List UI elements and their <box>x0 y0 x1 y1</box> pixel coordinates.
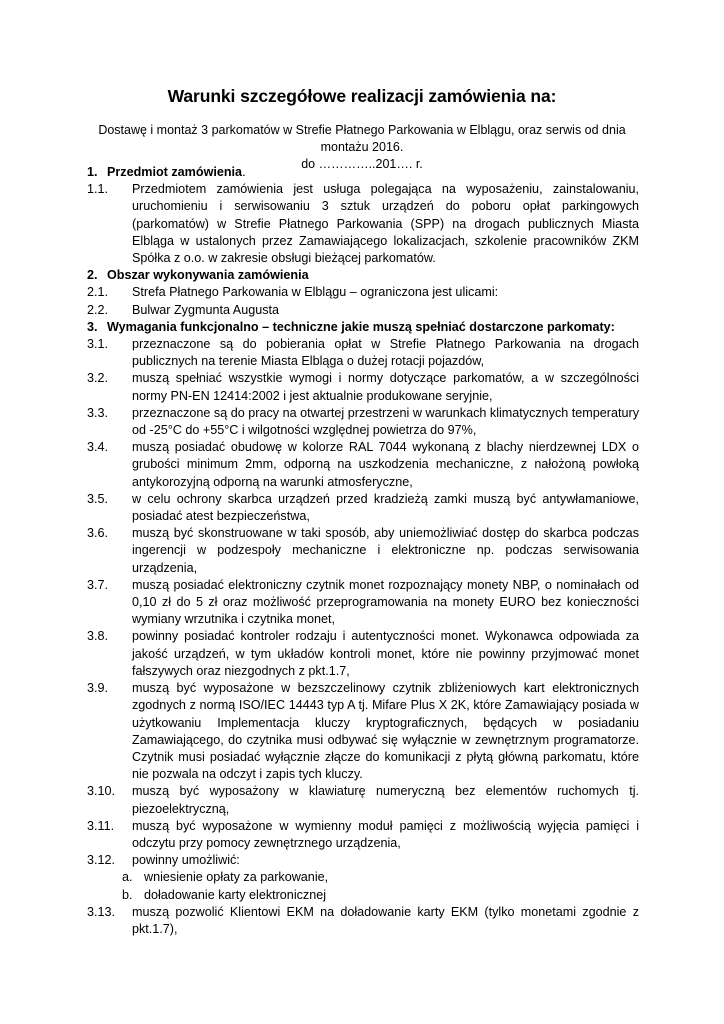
item-text: w celu ochrony skarbca urządzeń przed kradzieżą zamki muszą być antywłamaniowe, posiadać atest bezpieczeństwa, <box>132 491 639 524</box>
sub-item-text: wniesienie opłaty za parkowanie, <box>144 870 329 885</box>
section-title: Przedmiot zamówienia <box>107 165 243 179</box>
list-item <box>87 680 639 783</box>
list-item <box>87 628 639 680</box>
item-text: powinny posiadać kontroler rodzaju i autentyczności monet. Wykonawca odpowiada za jakość urządzeń, w tym układów kontroli monet, które nie powinny przyjmować monet fałszywych oraz niezgodnych z pkt.1.7, <box>132 629 639 678</box>
document-body <box>87 164 639 938</box>
section-heading <box>87 164 639 181</box>
section-title: Obszar wykonywania zamówienia <box>107 268 309 283</box>
document-title: Warunki szczegółowe realizacji zamówienia na: <box>167 86 557 106</box>
section-number: 2. <box>87 268 98 283</box>
list-item <box>87 783 639 817</box>
item-text: przeznaczone są do pracy na otwartej przestrzeni w warunkach klimatycznych temperatury od -25°C do +55°C i wilgotności względnej powietrza do 97%, <box>132 405 639 438</box>
section-title: Wymagania funkcjonalno – techniczne jakie muszą spełniać dostarczone parkomaty: <box>107 319 615 334</box>
list-item <box>87 284 639 301</box>
subtitle-line-1: Dostawę i montaż 3 parkomatów w Strefie Płatnego Parkowania w Elblągu, oraz serwis od dnia montażu 2016. <box>98 123 626 154</box>
list-item <box>87 181 639 267</box>
list-item <box>87 336 639 370</box>
item-text: muszą być wyposażone w wymienny moduł pamięci z możliwością wyjęcia pamięci i odczytu przy pomocy zewnętrznego urządzenia, <box>132 818 639 850</box>
section-heading <box>87 319 639 336</box>
item-number: 2.2. <box>87 302 109 317</box>
item-text: muszą spełniać wszystkie wymogi i normy dotyczące parkomatów, a w szczególności normy PN-EN 12414:2002 i jest aktualnie produkowane seryjnie, <box>132 371 639 403</box>
list-item <box>87 904 639 938</box>
sub-list-item <box>87 887 639 904</box>
list-item <box>87 491 639 525</box>
section-number: 3. <box>87 319 98 334</box>
item-text: Przedmiotem zamówienia jest usługa polegająca na wyposażeniu, zainstalowaniu, uruchomieniu i serwisowaniu 3 sztuk urządzeń do poboru opłat parkingowych (parkomatów) w Strefie Płatnego Parkowania (SPP) na drogach publicznych Miasta Elbląga w ustalonych przez Zamawiającego lokalizacjach, szkolenie pracowników ZKM Spółka z o.o. w zakresie obsługi bieżącej parkomatów. <box>132 182 639 266</box>
item-number: 3.6. <box>87 526 109 541</box>
item-text: muszą posiadać obudowę w kolorze RAL 7044 wykonaną z blachy nierdzewnej LDX o grubości minimum 2mm, odporną na uszkodzenia mechaniczne, z nałożoną powłoką antykorozyjną odporną na warunki atmosferyczne, <box>132 440 639 489</box>
sub-item-letter: a. <box>122 870 133 885</box>
item-text: muszą posiadać elektroniczny czytnik monet rozpoznający monety NBP, o nominałach od 0,10 zł do 5 zł oraz możliwość przeprogramowania na monety EURO bez konieczności wymiany wrzutnika i czytnika monet, <box>132 577 639 627</box>
list-item <box>87 370 639 404</box>
item-text: muszą być wyposażony w klawiaturę numeryczną bez elementów ruchomych tj. piezoelektryczną, <box>132 784 639 816</box>
item-number: 2.1. <box>87 285 109 300</box>
item-number: 3.1. <box>87 337 109 352</box>
item-text: muszą być skonstruowane w taki sposób, aby uniemożliwiać dostęp do skarbca podczas ingerencji w podzespoły mechaniczne i elektroniczne np. podczas serwisowania urządzenia, <box>132 526 639 575</box>
item-text: przeznaczone są do pobierania opłat w Strefie Płatnego Parkowania na drogach publicznych na terenie Miasta Elbląga o dużej rotacji pojazdów, <box>132 337 639 369</box>
list-item <box>87 405 639 439</box>
item-number: 3.7. <box>87 577 109 592</box>
section-title-suffix: . <box>242 165 246 179</box>
item-number: 3.10. <box>87 784 116 799</box>
item-number: 3.9. <box>87 681 109 696</box>
item-number: 3.3. <box>87 405 109 420</box>
section-heading <box>87 267 639 284</box>
item-number: 3.4. <box>87 440 109 455</box>
item-number: 3.8. <box>87 629 109 644</box>
item-number: 3.2. <box>87 371 109 386</box>
list-item <box>87 525 639 577</box>
sub-item-text: doładowanie karty elektronicznej <box>144 887 327 902</box>
item-text: muszą być wyposażone w bezszczelinowy czytnik zbliżeniowych kart elektronicznych zgodnych z normą ISO/IEC 14443 typ A tj. Mifare Plus X 2K, które Zamawiający posiada w użytkowaniu Implementacja kluczy kryptograficznych, będących w posiadaniu Zamawiającego, do czytnika musi odbywać się wyłącznie w zewnętrznym programatorze. Czytnik musi posiadać wyłącznie złącze do komunikacji z płytą główną parkomatu, które nie pozwala na odczyt i zapis tych kluczy. <box>132 681 639 782</box>
subtitle-line-2: do …………..201…. r. <box>301 157 423 171</box>
item-number: 1.1. <box>87 182 109 197</box>
item-number: 3.5. <box>87 491 109 506</box>
sub-list-item <box>87 869 639 886</box>
list-item <box>87 818 639 852</box>
item-text: Strefa Płatnego Parkowania w Elblągu – ograniczona jest ulicami: <box>132 285 499 300</box>
item-text: Bulwar Zygmunta Augusta <box>132 302 280 317</box>
list-item <box>87 577 639 629</box>
list-item <box>87 302 639 319</box>
list-item <box>87 852 639 869</box>
sub-item-letter: b. <box>122 887 133 902</box>
item-number: 3.11. <box>87 818 115 833</box>
item-text: muszą pozwolić Klientowi EKM na doładowanie karty EKM (tylko monetami zgodnie z pkt.1.7), <box>132 904 639 936</box>
item-text: powinny umożliwić: <box>132 853 240 868</box>
section-number: 1. <box>87 165 98 179</box>
list-item <box>87 439 639 491</box>
item-number: 3.13. <box>87 904 116 919</box>
item-number: 3.12. <box>87 853 116 868</box>
